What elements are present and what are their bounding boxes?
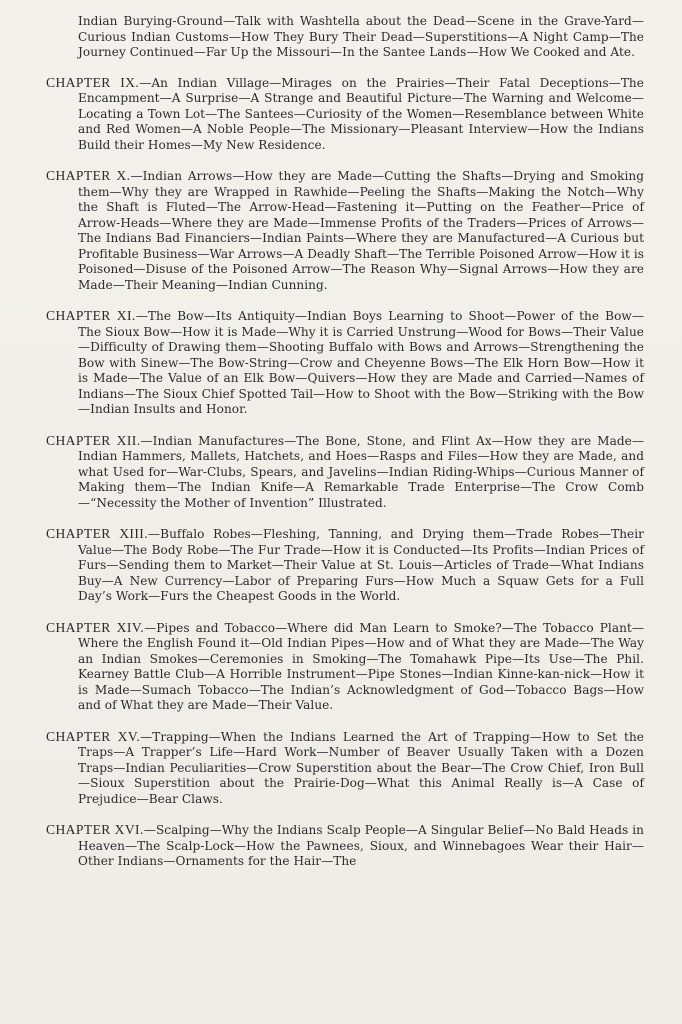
chapter-x-entry bbox=[44, 168, 644, 293]
chapter-xii-entry bbox=[44, 433, 644, 512]
chapter-heading: CHAPTER IX. bbox=[46, 74, 140, 90]
chapter-ix-entry bbox=[44, 75, 644, 154]
chapter-viii-continuation: Indian Burying-Ground—Talk with Washtella about the Dead—Scene in the Grave-Yard—Curious Indian Customs—How They Bury Their Dead—Superstitions—A Night Camp—The Journey Continued—Far Up the Missouri—In the Santee Lands—How We Cooked and Ate. bbox=[78, 14, 644, 59]
chapter-xv-entry bbox=[44, 729, 644, 808]
chapter-xiv-entry bbox=[44, 620, 644, 714]
chapter-summary: —The Bow—Its Antiquity—Indian Boys Learning to Shoot—Power of the Bow—The Sioux Bow—How it is Made—Why it is Carried Unstrung—Wood for Bows—Their Value—Difficulty of Drawing them—Shooting Buffalo with Bows and Arrows—Strengthening the Bow with Sinew—The Bow-String—Crow and Cheyenne Bows—The Elk Horn Bow—How it is Made—The Value of an Elk Bow—Quivers—How they are Made and Carried—Names of Indians—The Sioux Chief Spotted Tail—How to Shoot with the Bow—Striking with the Bow—Indian Insults and Honor. bbox=[78, 309, 644, 416]
chapter-summary: —Pipes and Tobacco—Where did Man Learn to Smoke?—The Tobacco Plant—Where the English Found it—Old Indian Pipes—How and of What they are Made—The Way an Indian Smokes—Ceremonies in Smoking—The Tomahawk Pipe—Its Use—The Phil. Kearney Battle Club—A Horrible Instrument—Pipe Stones—Indian Kinne-kan-nick—How it is Made—Sumach Tobacco—The Indian’s Acknowledgment of God—Tobacco Bags—How and of What they are Made—Their Value. bbox=[78, 620, 644, 712]
chapter-xvi-entry bbox=[44, 822, 644, 870]
chapter-summary: —An Indian Village—Mirages on the Prairies—Their Fatal Deceptions—The Encampment—A Surprise—A Strange and Beautiful Picture—The Warning and Welcome—Locating a Town Lot—The Santees—Curiosity of the Women—Resemblance between White and Red Women—A Noble People—The Missionary—Pleasant Interview—How the Indians Build their Homes—My New Residence. bbox=[78, 75, 644, 152]
chapter-xiii-entry bbox=[44, 526, 644, 605]
chapter-summary: —Buffalo Robes—Fleshing, Tanning, and Drying them—Trade Robes—Their Value—The Body Robe—The Fur Trade—How it is Conducted—Its Profits—Indian Prices of Furs—Sending them to Market—Their Value at St. Louis—Articles of Trade—What Indians Buy—A New Currency—Labor of Preparing Furs—How Much a Squaw Gets for a Full Day’s Work—Furs the Cheapest Goods in the World. bbox=[78, 527, 644, 603]
chapter-summary: —Trapping—When the Indians Learned the Art of Trapping—How to Set the Traps—A Trapper’s Life—Hard Work—Number of Beaver Usually Taken with a Dozen Traps—Indian Peculiarities—Crow Superstition about the Bear—The Crow Chief, Iron Bull—Sioux Superstition about the Prairie-Dog—What this Animal Really is—A Case of Prejudice—Bear Claws. bbox=[78, 729, 644, 806]
chapter-heading: CHAPTER XVI. bbox=[46, 822, 144, 837]
chapter-summary: —Indian Arrows—How they are Made—Cutting the Shafts—Drying and Smoking them—Why they are Wrapped in Rawhide—Peeling the Shafts—Making the Notch—Why the Shaft is Fluted—The Arrow-Head—Fastening it—Putting on the Feather—Price of Arrow-Heads—Where they are Made—Immense Profits of the Traders—Prices of Arrows—The Indians Bad Financiers—Indian Paints—Where they are Manufactured—A Curious but Profitable Business—War Arrows—A Deadly Shaft—The Terrible Poisoned Arrow—How it is Poisoned—Disuse of the Poisoned Arrow—The Reason Why—Signal Arrows—How they are Made—Their Meaning—Indian Cunning. bbox=[78, 169, 644, 292]
chapter-heading: CHAPTER XI. bbox=[46, 308, 136, 323]
chapter-heading: CHAPTER XII. bbox=[46, 432, 141, 448]
chapter-summary: —Scalping—Why the Indians Scalp People—A Singular Belief—No Bald Heads in Heaven—The Scalp-Lock—How the Pawnees, Sioux, and Winnebagoes Wear their Hair—Other Indians—Ornaments for the Hair—The bbox=[78, 823, 644, 868]
chapter-summary: —Indian Manufactures—The Bone, Stone, and Flint Ax—How they are Made—Indian Hammers, Mallets, Hatchets, and Hoes—Rasps and Files—How they are Made, and what Used for—War-Clubs, Spears, and Javelins—Indian Riding-Whips—Curious Manner of Making them—The Indian Knife—A Remarkable Trade Enterprise—The Crow Comb—“Necessity the Mother of Invention” Illustrated. bbox=[78, 433, 644, 510]
chapter-heading: CHAPTER XV. bbox=[46, 728, 141, 744]
chapter-xi-entry bbox=[44, 308, 644, 418]
chapter-heading: CHAPTER X. bbox=[46, 168, 131, 183]
chapter-heading: CHAPTER XIII. bbox=[46, 526, 149, 541]
chapter-heading: CHAPTER XIV. bbox=[46, 619, 145, 635]
